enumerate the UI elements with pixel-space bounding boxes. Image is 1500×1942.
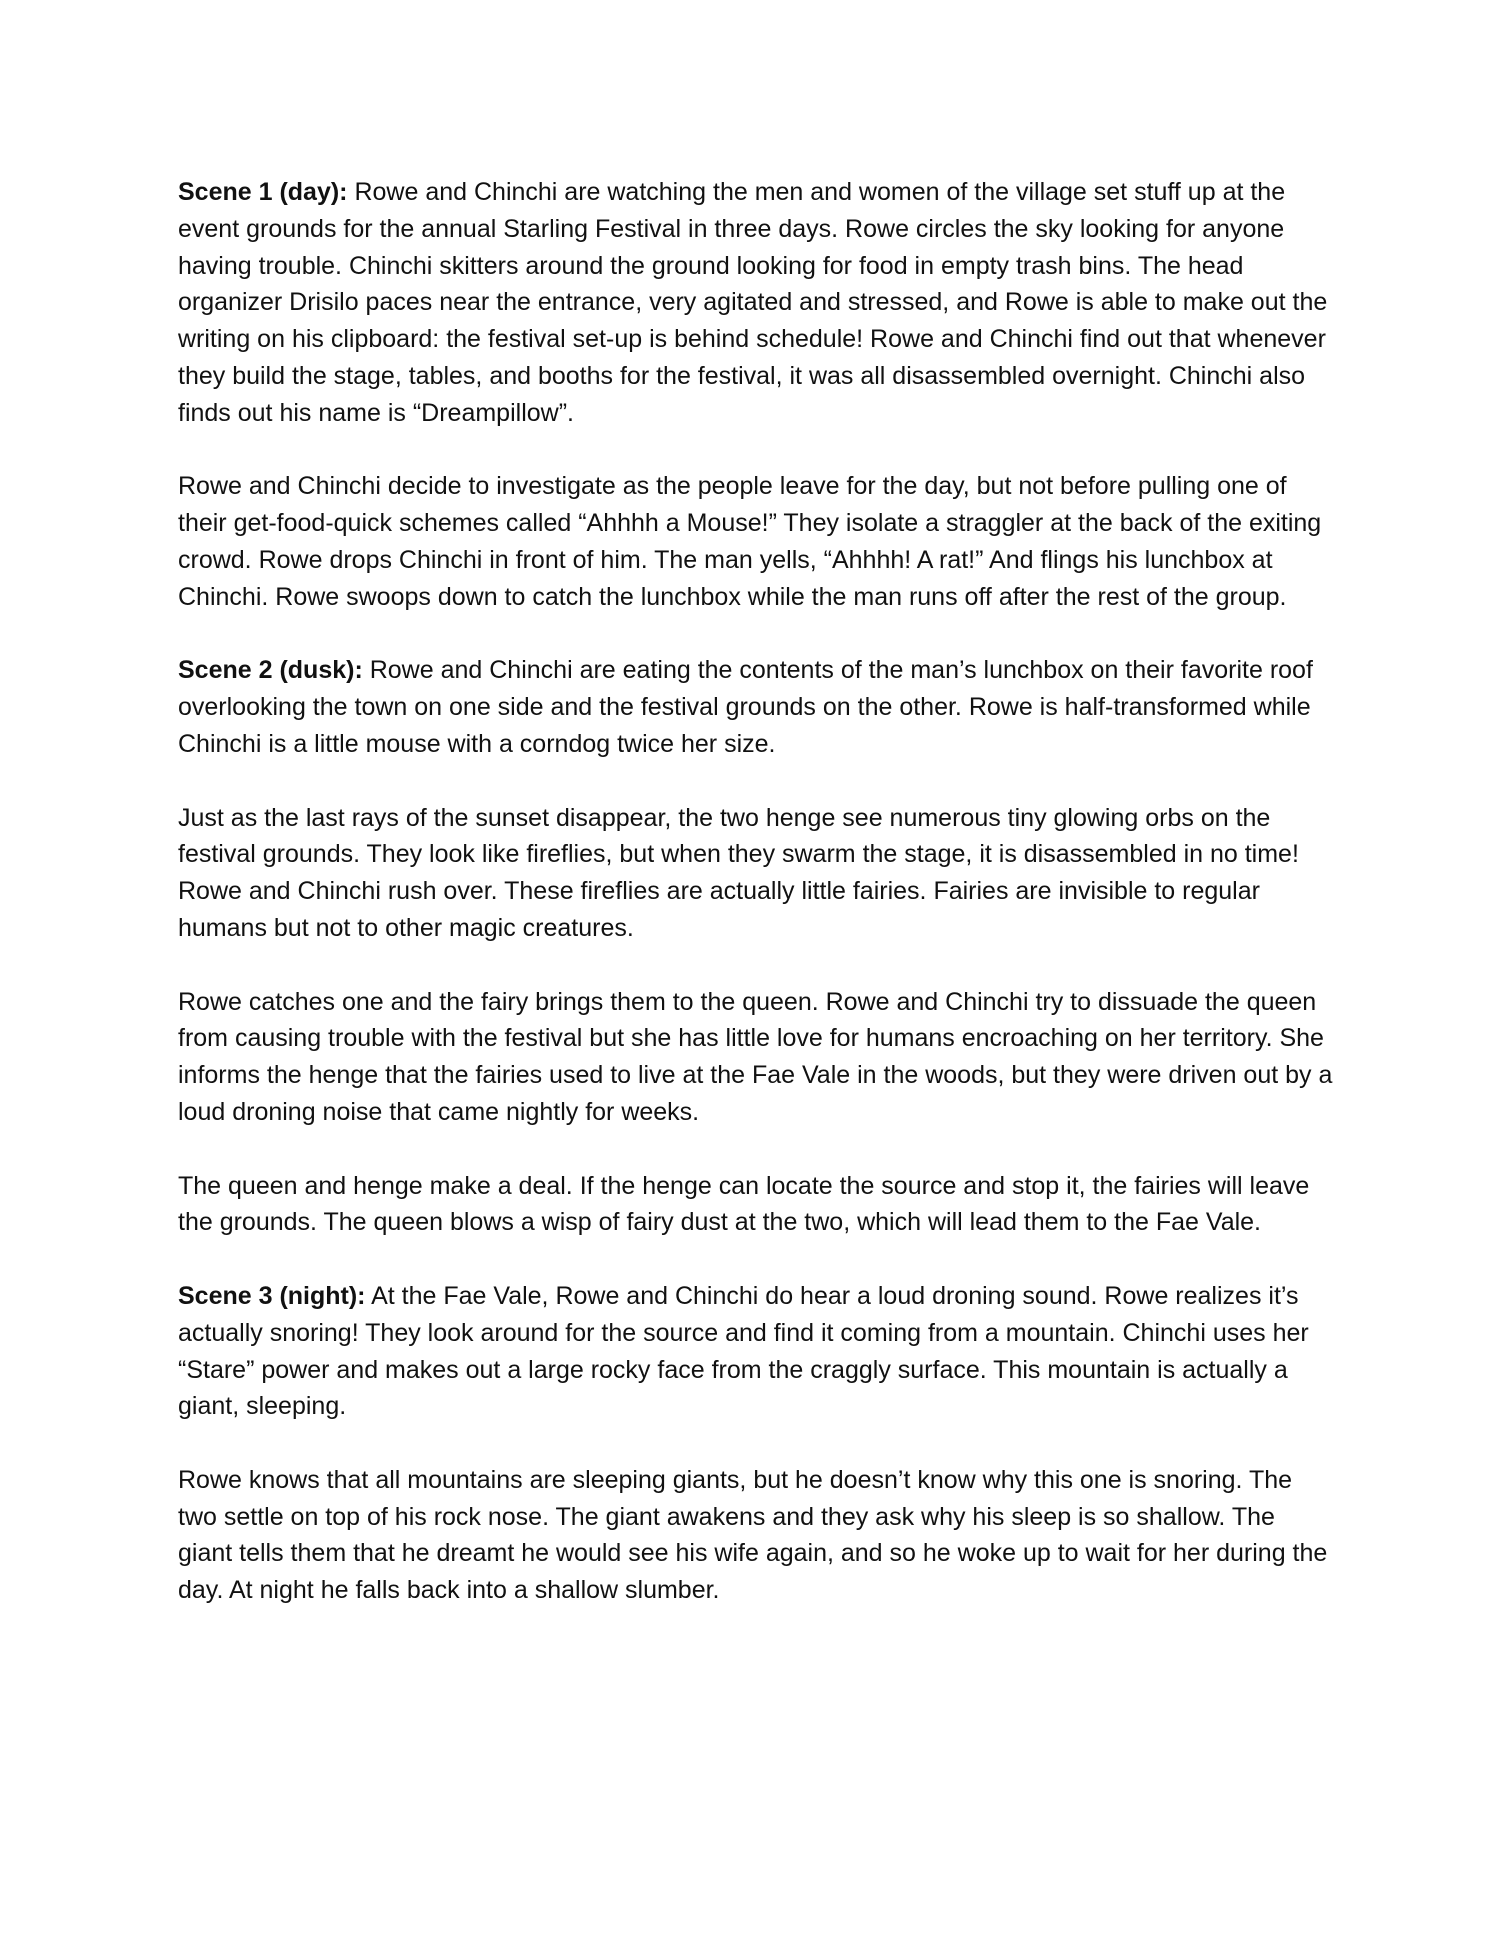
scene-3-text: At the Fae Vale, Rowe and Chinchi do hear a loud droning sound. Rowe realizes it’s actually snoring! They look around for the source and find it coming from a mountain. Chinchi uses her “Stare” power and makes out a large rocky face from the craggly surface. This mountain is actually a giant, sleeping. <box>178 1281 1309 1421</box>
scene-1-paragraph-2: Rowe and Chinchi decide to investigate as the people leave for the day, but not before pulling one of their get-food-quick schemes called “Ahhhh a Mouse!” They isolate a straggler at the back of the exiting crowd. Rowe drops Chinchi in front of him. The man yells, “Ahhhh! A rat!” And flings his lunchbox at Chinchi. Rowe swoops down to catch the lunchbox while the man runs off after the rest of the group. <box>178 472 1322 611</box>
scene-2-paragraph <box>178 652 1333 762</box>
scene-2-text: Rowe and Chinchi are eating the contents of the man’s lunchbox on their favorite roof overlooking the town on one side and the festival grounds on the other. Rowe is half-transformed while Chinchi is a little mouse with a corndog twice her size. <box>178 656 1313 758</box>
scene-3-paragraph-2: Rowe knows that all mountains are sleeping giants, but he doesn’t know why this one is snoring. The two settle on top of his rock nose. The giant awakens and they ask why his sleep is so shallow. The giant tells them that he dreamt he would see his wife again, and so he woke up to wait for her during the day. At night he falls back into a shallow slumber. <box>178 1465 1328 1605</box>
scene-2-paragraph-3: Rowe catches one and the fairy brings them to the queen. Rowe and Chinchi try to dissuade the queen from causing trouble with the festival but she has little love for humans encroaching on her territory. She informs the henge that the fairies used to live at the Fae Vale in the woods, but they were driven out by a loud droning noise that came nightly for weeks. <box>178 987 1333 1126</box>
scene-3-heading: Scene 3 (night): <box>178 1281 366 1310</box>
scene-1-heading: Scene 1 (day): <box>178 178 348 206</box>
document-page <box>178 174 1333 1646</box>
scene-2-paragraph-2: Just as the last rays of the sunset disappear, the two henge see numerous tiny glowing orbs on the festival grounds. They look like fireflies, but when they swarm the stage, it is disassembled in no time! Rowe and Chinchi rush over. These fireflies are actually little fairies. Fairies are invisible to regular humans but not to other magic creatures. <box>178 803 1299 942</box>
scene-2-paragraph-4: The queen and henge make a deal. If the henge can locate the source and stop it, the fairies will leave the grounds. The queen blows a wisp of fairy dust at the two, which will lead them to the Fae Vale. <box>178 1171 1310 1237</box>
scene-3-paragraph <box>178 1278 1333 1425</box>
scene-2-heading: Scene 2 (dusk): <box>178 656 363 685</box>
scene-1-paragraph <box>178 174 1333 432</box>
scene-1-text: Rowe and Chinchi are watching the men and women of the village set stuff up at the event grounds for the annual Starling Festival in three days. Rowe circles the sky looking for anyone having trouble. Chinchi skitters around the ground looking for food in empty trash bins. The head organizer Drisilo paces near the entrance, very agitated and stressed, and Rowe is able to make out the writing on his clipboard: the festival set-up is behind schedule! Rowe and Chinchi find out that whenever they build the stage, tables, and booths for the festival, it was all disassembled overnight. Chinchi also finds out his name is “Dreampillow”. <box>178 178 1328 427</box>
